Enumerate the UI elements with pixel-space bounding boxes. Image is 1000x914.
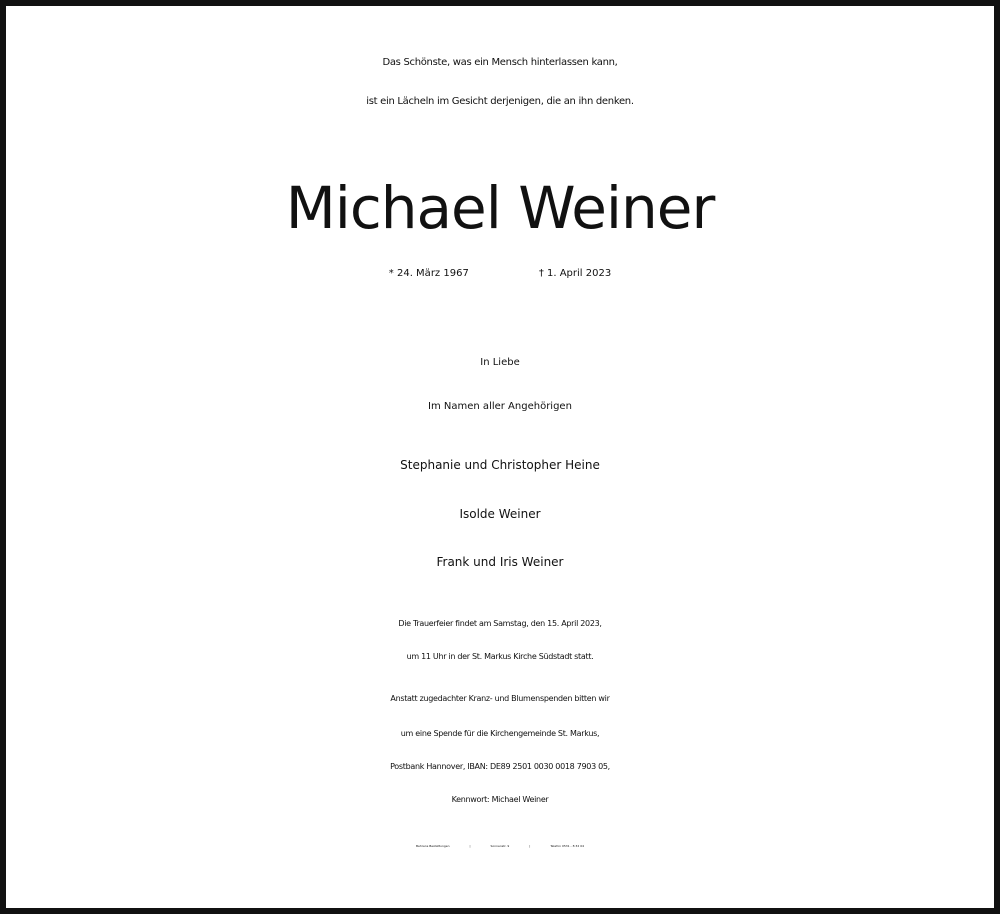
closing-line-1: In Liebe	[480, 357, 520, 368]
quote-line-1: Das Schönste, was ein Mensch hinterlassen kann,	[382, 57, 618, 68]
donation-line-3: Postbank Hannover, IBAN: DE89 2501 0030 0018 7903 05,	[390, 762, 610, 771]
funeral-home-address: Sonnenstr. 9	[490, 844, 510, 848]
life-dates	[6, 269, 994, 279]
donation-line-2: um eine Spende für die Kirchengemeinde St. Markus,	[400, 729, 600, 738]
funeral-home-phone: Telefon 0531 - 8 32 04	[550, 844, 585, 848]
funeral-home-footer	[6, 845, 994, 848]
family-member-3: Frank und Iris Weiner	[436, 555, 564, 569]
family-member-1: Stephanie und Christopher Heine	[400, 458, 600, 472]
donation-line-4: Kennwort: Michael Weiner	[451, 795, 549, 804]
footer-separator: |	[469, 844, 471, 848]
footer-separator: |	[529, 844, 531, 848]
family-member-2: Isolde Weiner	[459, 507, 541, 521]
death-date: † 1. April 2023	[538, 268, 612, 279]
closing-line-2: Im Namen aller Angehörigen	[428, 401, 572, 412]
funeral-line-1: Die Trauerfeier findet am Samstag, den 15. April 2023,	[398, 619, 602, 628]
birth-date: * 24. März 1967	[388, 268, 469, 279]
quote-line-2: ist ein Lächeln im Gesicht derjenigen, die an ihn denken.	[366, 96, 634, 107]
funeral-line-2: um 11 Uhr in der St. Markus Kirche Südstadt statt.	[406, 652, 594, 661]
funeral-home-name: Behrens Bestattungen	[415, 844, 450, 848]
donation-line-1: Anstatt zugedachter Kranz- und Blumenspenden bitten wir	[390, 694, 610, 703]
deceased-name: Michael Weiner	[285, 174, 715, 242]
